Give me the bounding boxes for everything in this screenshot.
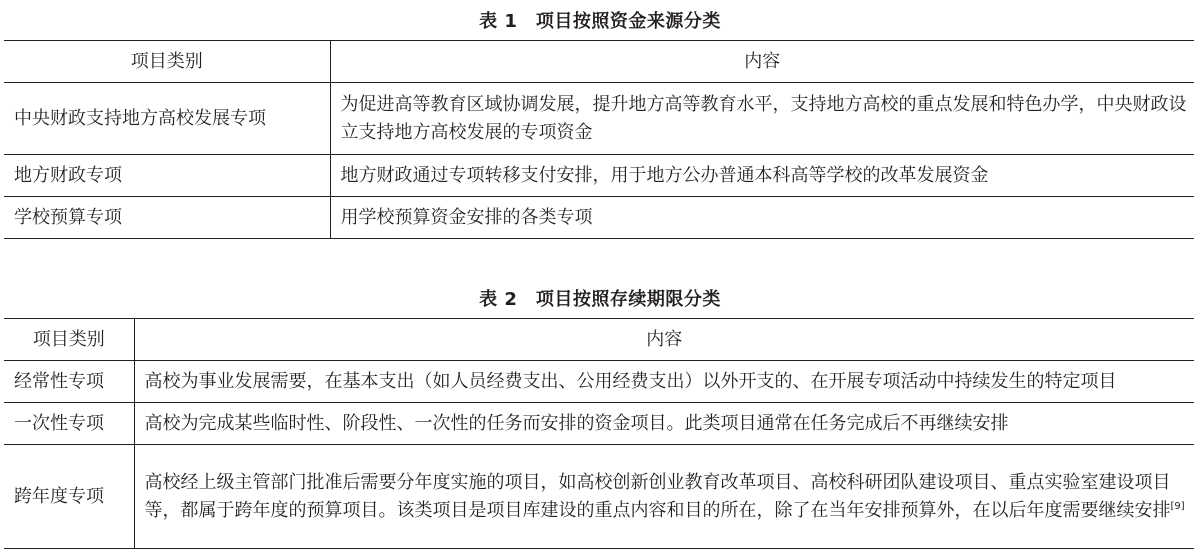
- row-category: 地方财政专项: [4, 155, 330, 197]
- table-row: [4, 197, 1194, 239]
- header-category: 项目类别: [4, 41, 330, 83]
- table-row: [4, 403, 1194, 445]
- row-category: 中央财政支持地方高校发展专项: [4, 83, 330, 155]
- row-content: [134, 445, 1194, 549]
- row-content: 为促进高等教育区域协调发展，提升地方高等教育水平，支持地方高校的重点发展和特色办学，中央财政设立支持地方高校发展的专项资金: [340, 93, 1187, 143]
- row-content: 用学校预算资金安排的各类专项: [340, 206, 593, 228]
- table-row: [4, 155, 1194, 197]
- row-category: 跨年度专项: [4, 445, 134, 549]
- citation-reference[interactable]: [9]: [1170, 500, 1185, 512]
- row-category: 经常性专项: [4, 361, 134, 403]
- header-content: 内容: [744, 50, 781, 72]
- table-row: [4, 83, 1194, 155]
- row-content: 地方财政通过专项转移支付安排，用于地方公办普通本科高等学校的改革发展资金: [340, 164, 989, 186]
- duration-table: [4, 318, 1194, 549]
- funding-source-table: [4, 40, 1194, 239]
- row-category: 一次性专项: [4, 403, 134, 445]
- table-header-row: [4, 41, 1194, 83]
- row-category: 学校预算专项: [4, 197, 330, 239]
- table-row: [4, 361, 1194, 403]
- table2-caption: 表 2 项目按照存续期限分类: [479, 289, 721, 310]
- row-content-text: 高校经上级主管部门批准后需要分年度实施的项目，如高校创新创业教育改革项目、高校科研团队建设项目、重点实验室建设项目等，都属于跨年度的预算项目。该类项目是项目库建设的重点内容和目的所在，除了在当年安排预算外，在以后年度需要继续安排: [144, 471, 1171, 521]
- row-content: 高校为完成某些临时性、阶段性、一次性的任务而安排的资金项目。此类项目通常在任务完成后不再继续安排: [144, 412, 1009, 434]
- header-content: 内容: [646, 328, 683, 350]
- table-row: [4, 445, 1194, 549]
- table-header-row: [4, 319, 1194, 361]
- table1-caption: 表 1 项目按照资金来源分类: [479, 11, 721, 32]
- header-category: 项目类别: [4, 319, 134, 361]
- row-content: 高校为事业发展需要，在基本支出（如人员经费支出、公用经费支出）以外开支的、在开展专项活动中持续发生的特定项目: [144, 370, 1117, 392]
